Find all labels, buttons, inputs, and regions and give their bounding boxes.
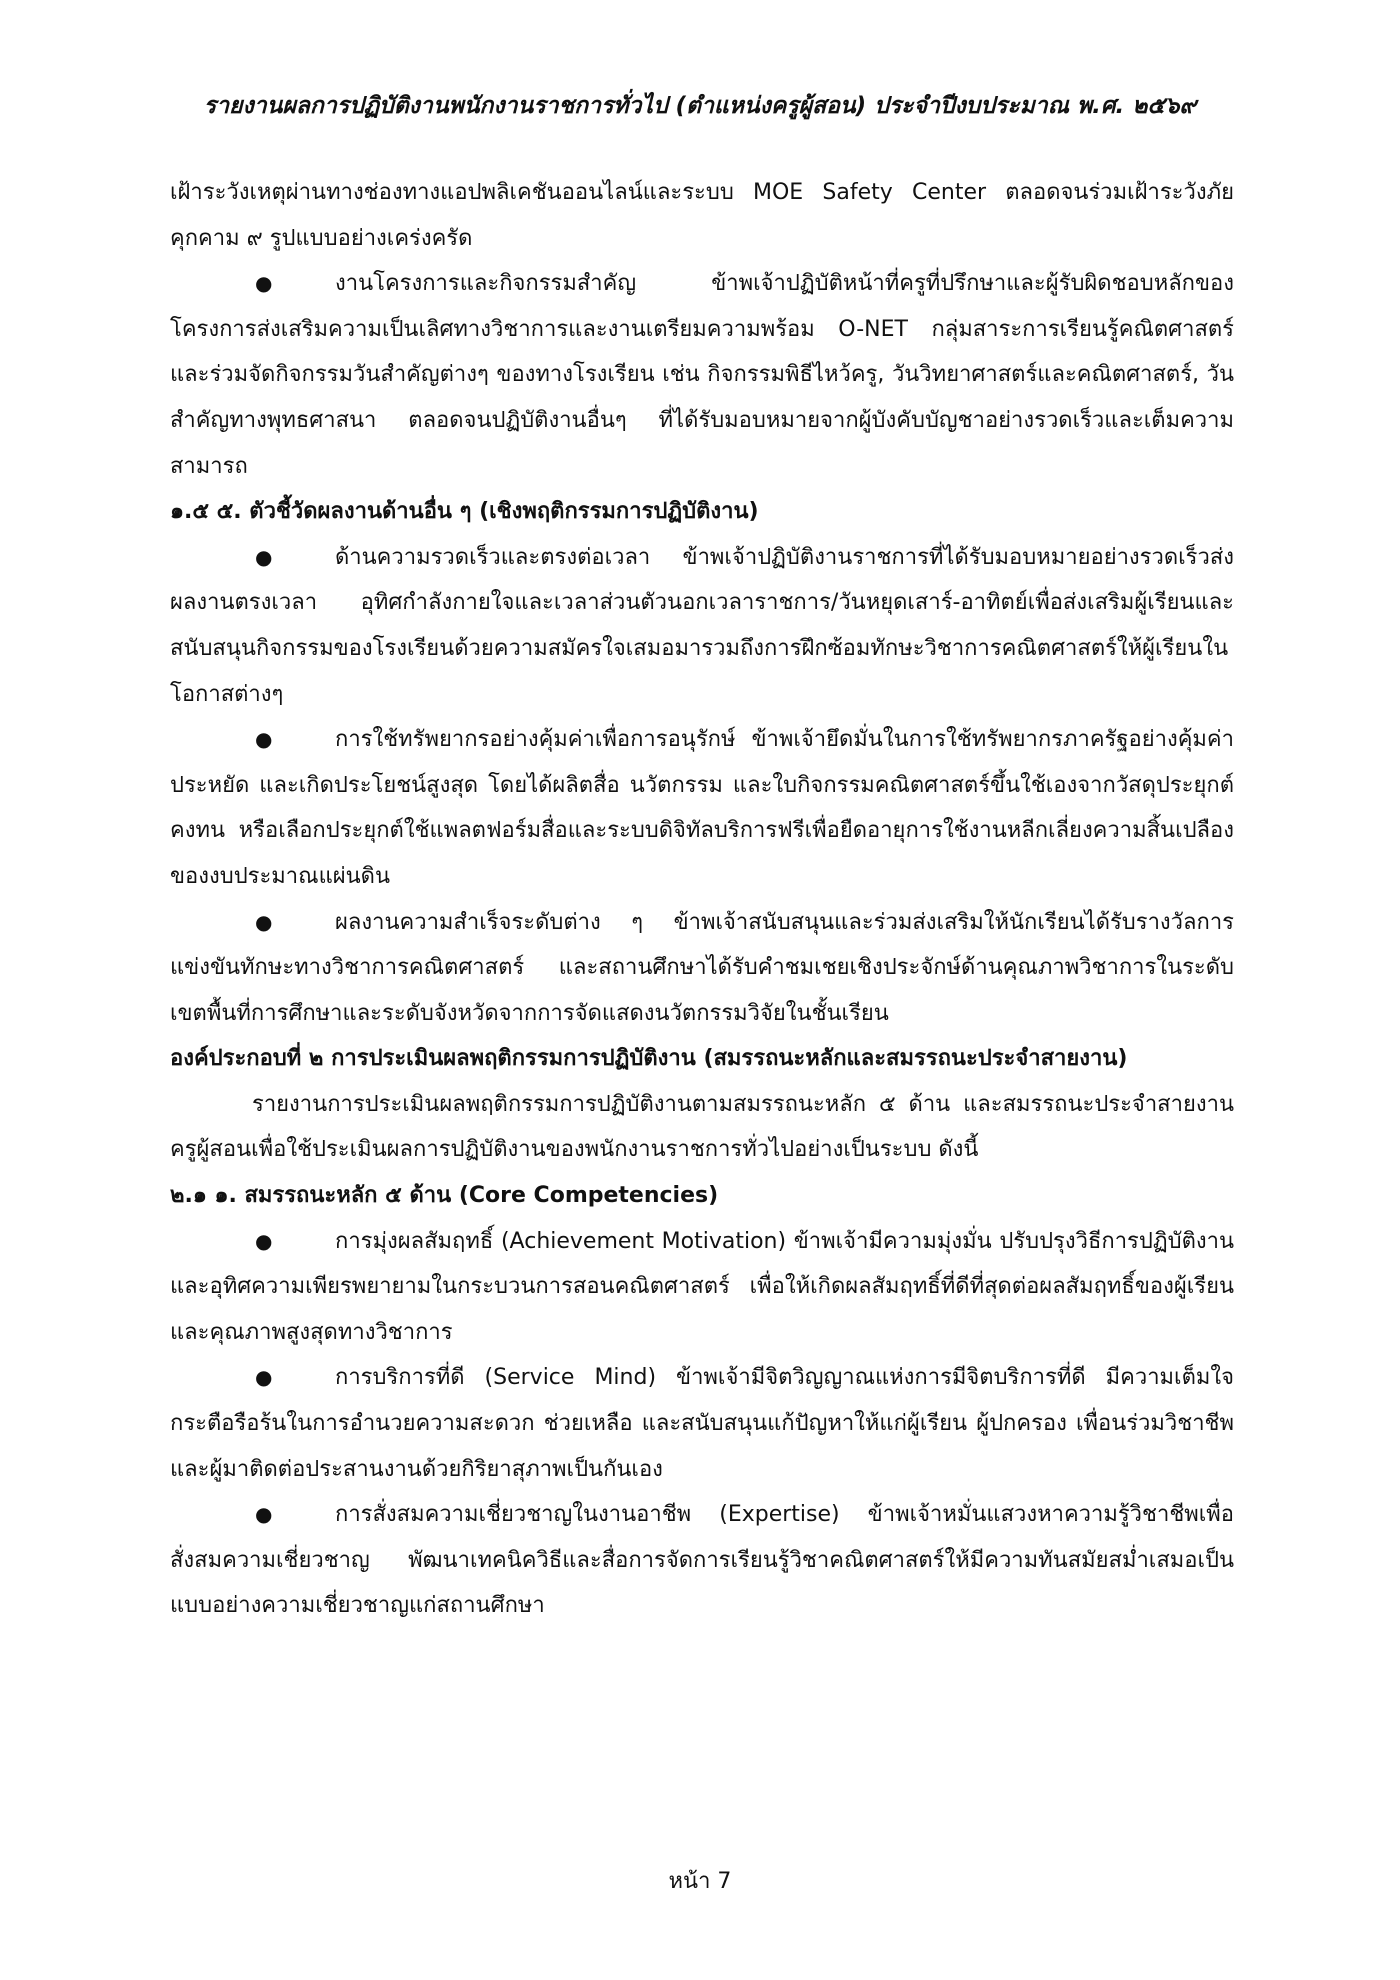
bullet-icon: ● (255, 1228, 273, 1253)
section-heading-component-2: องค์ประกอบที่ ๒ การประเมินผลพฤติกรรมการปฏิบัติงาน (สมรรถนะหลักและสมรรถนะประจำสายงาน) (170, 1046, 1128, 1072)
bullet-paragraph-resources (170, 717, 1234, 899)
bullet-icon: ● (255, 271, 273, 296)
section-heading-1-5: ๑.๕ ๕. ตัวชี้วัดผลงานด้านอื่น ๆ (เชิงพฤติกรรมการปฏิบัติงาน) (170, 499, 759, 525)
paragraph-continued: เฝ้าระวังเหตุผ่านทางช่องทางแอปพลิเคชันออนไลน์และระบบ MOE Safety Center ตลอดจนร่วมเฝ้าระวังภัยคุกคาม ๙ รูปแบบอย่างเคร่งครัด (170, 180, 1234, 251)
page-content (170, 170, 1234, 1629)
bullet-text: การบริการที่ดี (Service Mind) ข้าพเจ้ามีจิตวิญญาณแห่งการมีจิตบริการที่ดี มีความเต็มใจกระตือรือร้นในการอำนวยความสะดวก ช่วยเหลือ และสนับสนุนแก้ปัญหาให้แก่ผู้เรียน ผู้ปกครอง เพื่อนร่วมวิชาชีพ และผู้มาติดต่อประสานงานด้วยกิริยาสุภาพเป็นกันเอง (170, 1365, 1234, 1482)
bullet-text: งานโครงการและกิจกรรมสำคัญ ข้าพเจ้าปฏิบัติหน้าที่ครูที่ปรึกษาและผู้รับผิดชอบหลักของโครงการส่งเสริมความเป็นเลิศทางวิชาการและงานเตรียมความพร้อม O-NET กลุ่มสาระการเรียนรู้คณิตศาสตร์ และร่วมจัดกิจกรรมวันสำคัญต่างๆ ของทางโรงเรียน เช่น กิจกรรมพิธีไหว้ครู, วันวิทยาศาสตร์และคณิตศาสตร์, วันสำคัญทางพุทธศาสนา ตลอดจนปฏิบัติงานอื่นๆ ที่ได้รับมอบหมายจากผู้บังคับบัญชาอย่างรวดเร็วและเต็มความสามารถ (170, 271, 1234, 479)
page-header: รายงานผลการปฏิบัติงานพนักงานราชการทั่วไป (ตำแหน่งครูผู้สอน) ประจำปีงบประมาณ พ.ศ. ๒๕๖๙ (203, 93, 1197, 119)
bullet-paragraph-projects (170, 261, 1234, 489)
bullet-paragraph-achievement-motivation (170, 1219, 1234, 1356)
bullet-icon: ● (255, 727, 273, 752)
bullet-icon: ● (255, 544, 273, 569)
paragraph-intro: รายงานการประเมินผลพฤติกรรมการปฏิบัติงานตามสมรรถนะหลัก ๕ ด้าน และสมรรถนะประจำสายงานครูผู้สอนเพื่อใช้ประเมินผลการปฏิบัติงานของพนักงานราชการทั่วไปอย่างเป็นระบบ ดังนี้ (170, 1091, 1234, 1163)
bullet-icon: ● (255, 909, 273, 934)
bullet-icon: ● (255, 1365, 273, 1390)
bullet-icon: ● (255, 1502, 273, 1527)
bullet-text: การใช้ทรัพยากรอย่างคุ้มค่าเพื่อการอนุรักษ์ ข้าพเจ้ายึดมั่นในการใช้ทรัพยากรภาครัฐอย่างคุ้มค่า ประหยัด และเกิดประโยชน์สูงสุด โดยได้ผลิตสื่อ นวัตกรรม และใบกิจกรรมคณิตศาสตร์ขึ้นใช้เองจากวัสดุประยุกต์คงทน หรือเลือกประยุกต์ใช้แพลตฟอร์มสื่อและระบบดิจิทัลบริการฟรีเพื่อยืดอายุการใช้งานหลีกเลี่ยงความสิ้นเปลืองของงบประมาณแผ่นดิน (170, 727, 1234, 889)
bullet-paragraph-expertise (170, 1492, 1234, 1629)
bullet-text: การสั่งสมความเชี่ยวชาญในงานอาชีพ (Expertise) ข้าพเจ้าหมั่นแสวงหาความรู้วิชาชีพเพื่อสั่งสมความเชี่ยวชาญ พัฒนาเทคนิควิธีและสื่อการจัดการเรียนรู้วิชาคณิตศาสตร์ให้มีความทันสมัยสม่ำเสมอเป็นแบบอย่างความเชี่ยวชาญแก่สถานศึกษา (170, 1502, 1234, 1619)
page-number: หน้า 7 (668, 1869, 732, 1894)
bullet-text: ผลงานความสำเร็จระดับต่าง ๆ ข้าพเจ้าสนับสนุนและร่วมส่งเสริมให้นักเรียนได้รับรางวัลการแข่งขันทักษะทางวิชาการคณิตศาสตร์ และสถานศึกษาได้รับคำชมเชยเชิงประจักษ์ด้านคุณภาพวิชาการในระดับเขตพื้นที่การศึกษาและระดับจังหวัดจากการจัดแสดงนวัตกรรมวิจัยในชั้นเรียน (170, 909, 1234, 1026)
bullet-text: ด้านความรวดเร็วและตรงต่อเวลา ข้าพเจ้าปฏิบัติงานราชการที่ได้รับมอบหมายอย่างรวดเร็วส่งผลงานตรงเวลา อุทิศกำลังกายใจและเวลาส่วนตัวนอกเวลาราชการ/วันหยุดเสาร์-อาทิตย์เพื่อส่งเสริมผู้เรียนและสนับสนุนกิจกรรมของโรงเรียนด้วยความสมัครใจเสมอมารวมถึงการฝึกซ้อมทักษะวิชาการคณิตศาสตร์ให้ผู้เรียนในโอกาสต่างๆ (170, 544, 1234, 707)
bullet-paragraph-achievements (170, 900, 1234, 1037)
bullet-paragraph-punctuality (170, 535, 1234, 717)
section-heading-2-1: ๒.๑ ๑. สมรรถนะหลัก ๕ ด้าน (Core Competencies) (170, 1183, 719, 1209)
bullet-text: การมุ่งผลสัมฤทธิ์ (Achievement Motivation) ข้าพเจ้ามีความมุ่งมั่น ปรับปรุงวิธีการปฏิบัติงาน และอุทิศความเพียรพยายามในกระบวนการสอนคณิตศาสตร์ เพื่อให้เกิดผลสัมฤทธิ์ที่ดีที่สุดต่อผลสัมฤทธิ์ของผู้เรียนและคุณภาพสูงสุดทางวิชาการ (170, 1228, 1234, 1345)
bullet-paragraph-service-mind (170, 1355, 1234, 1492)
